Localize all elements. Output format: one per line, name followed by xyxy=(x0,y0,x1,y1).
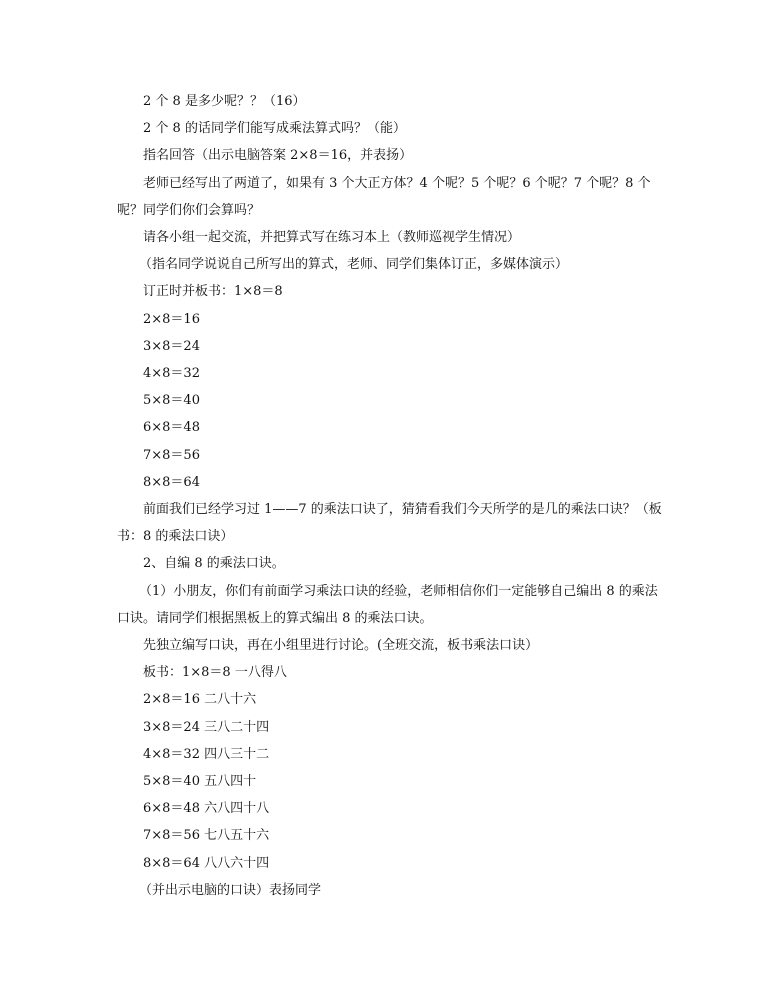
mnemonic-line: 板书：1×8＝8 一八得八 xyxy=(143,665,287,681)
paragraph: 老师已经写出了两道了，如果有 3 个大正方体？4 个呢？5 个呢？6 个呢？7 个呢？8 个呢？同学们你们会算吗？ xyxy=(117,175,651,218)
paragraph: 指名回答（出示电脑答案 2×8＝16，并表扬） xyxy=(143,148,413,164)
equation-line: 8×8＝64 xyxy=(143,474,200,490)
mnemonic-line: 8×8＝64 八八六十四 xyxy=(143,855,270,871)
mnemonic-line: 5×8＝40 五八四十 xyxy=(143,774,257,790)
mnemonic-line: 6×8＝48 六八四十八 xyxy=(143,801,270,817)
equation-line: 6×8＝48 xyxy=(143,420,200,436)
equation-line: 7×8＝56 xyxy=(143,447,200,463)
paragraph: 2 个 8 是多少呢？？（16） xyxy=(143,94,306,109)
section-heading: 2、自编 8 的乘法口诀。 xyxy=(143,556,285,572)
mnemonic-line: 3×8＝24 三八二十四 xyxy=(143,719,270,735)
paragraph: 前面我们已经学习过 1——7 的乘法口诀了，猜猜看我们今天所学的是几的乘法口诀？（板书：8 的乘法口诀） xyxy=(117,502,662,545)
paragraph: （指名同学说说自己所写出的算式，老师、同学们集体订正，多媒体演示） xyxy=(139,257,569,273)
equation-line: 2×8＝16 xyxy=(143,311,200,327)
paragraph: （1）小朋友，你们有前面学习乘法口诀的经验，老师相信你们一定能够自己编出 8 的乘法口诀。请同学们根据黑板上的算式编出 8 的乘法口诀。 xyxy=(117,583,658,626)
paragraph: 请各小组一起交流，并把算式写在练习本上（教师巡视学生情况） xyxy=(143,230,521,246)
paragraph: 先独立编写口诀，再在小组里进行讨论。(全班交流，板书乘法口诀） xyxy=(143,638,539,654)
mnemonic-line: 4×8＝32 四八三十二 xyxy=(143,746,270,762)
paragraph: 订正时并板书：1×8＝8 xyxy=(143,284,283,300)
mnemonic-line: 7×8＝56 七八五十六 xyxy=(143,828,270,844)
paragraph: 2 个 8 的话同学们能写成乘法算式吗？（能） xyxy=(143,121,406,137)
equation-line: 3×8＝24 xyxy=(143,338,200,354)
equation-line: 5×8＝40 xyxy=(143,393,200,409)
document-body xyxy=(117,88,662,904)
mnemonic-line: 2×8＝16 二八十六 xyxy=(143,692,257,708)
paragraph: （并出示电脑的口诀）表扬同学 xyxy=(139,882,322,898)
equation-line: 4×8＝32 xyxy=(143,366,200,382)
